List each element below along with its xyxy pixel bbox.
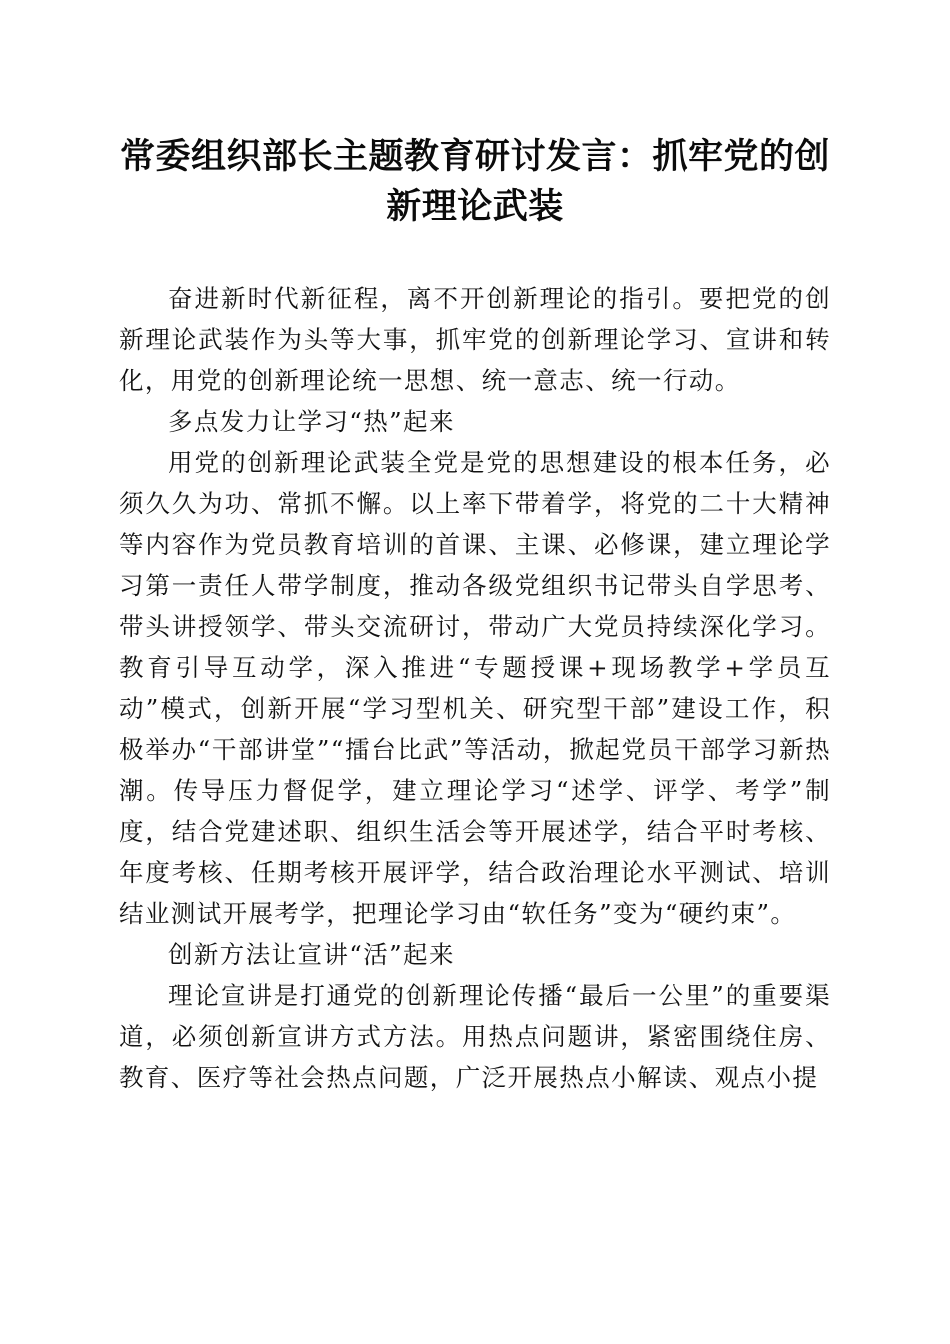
- title-line-2: 新理论武装: [386, 186, 564, 227]
- document-body: [119, 278, 831, 1098]
- document-title: [110, 132, 840, 232]
- section-heading-preach: 创新方法让宣讲“活”起来: [168, 940, 455, 969]
- preach-paragraph: 理论宣讲是打通党的创新理论传播“最后一公里”的重要渠道，必须创新宣讲方式方法。用热点问题讲，紧密围绕住房、教育、医疗等社会热点问题，广泛开展热点小解读、观点小提: [119, 981, 831, 1092]
- study-paragraph: 用党的创新理论武装全党是党的思想建设的根本任务，必须久久为功、常抓不懈。以上率下带着学，将党的二十大精神等内容作为党员教育培训的首课、主课、必修课，建立理论学习第一责任人带学制度，推动各级党组织书记带头自学思考、带头讲授领学、带头交流研讨，带动广大党员持续深化学习。教育引导互动学，深入推进“专题授课+现场教学+学员互动”模式，创新开展“学习型机关、研究型干部”建设工作，积极举办“干部讲堂”“擂台比武”等活动，掀起党员干部学习新热潮。传导压力督促学，建立理论学习“述学、评学、考学”制度，结合党建述职、组织生活会等开展述学，结合平时考核、年度考核、任期考核开展评学，结合政治理论水平测试、培训结业测试开展考学，把理论学习由“软任务”变为“硬约束”。: [119, 448, 831, 928]
- intro-paragraph: 奋进新时代新征程，离不开创新理论的指引。要把党的创新理论武装作为头等大事，抓牢党的创新理论学习、宣讲和转化，用党的创新理论统一思想、统一意志、统一行动。: [119, 284, 831, 395]
- section-heading-study: 多点发力让学习“热”起来: [168, 407, 455, 436]
- title-line-1: 常委组织部长主题教育研讨发言：抓牢党的创: [119, 136, 830, 177]
